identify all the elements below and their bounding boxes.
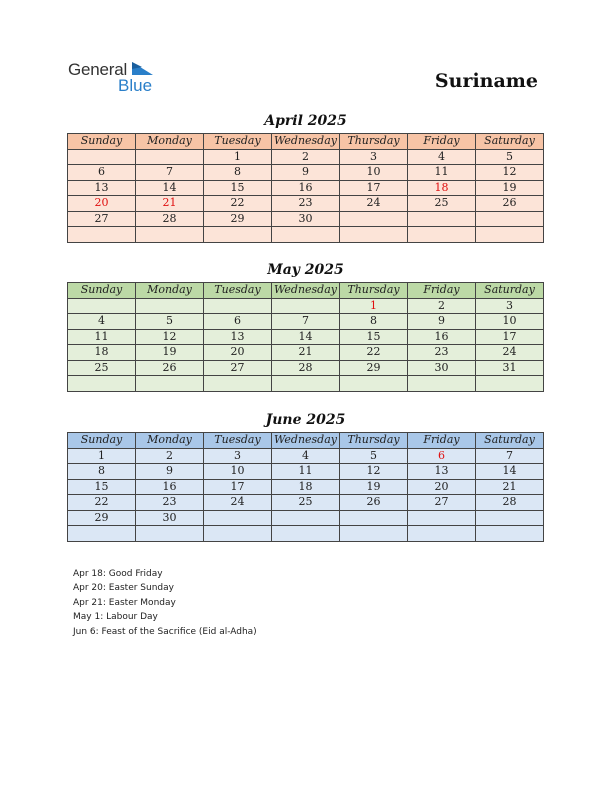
day-cell: 14 (136, 180, 204, 196)
day-cell: 10 (476, 314, 544, 330)
country-title: Suriname (434, 70, 538, 92)
day-cell: 15 (68, 479, 136, 495)
day-cell: 11 (68, 329, 136, 345)
week-row (68, 298, 544, 314)
weekday-saturday: Saturday (476, 433, 544, 449)
empty-cell (68, 298, 136, 314)
month-title-june: June 2025 (265, 412, 346, 428)
day-cell: 11 (408, 165, 476, 181)
day-cell: 12 (136, 329, 204, 345)
day-cell: 5 (476, 149, 544, 165)
day-cell: 12 (476, 165, 544, 181)
empty-cell (136, 526, 204, 542)
empty-cell (476, 211, 544, 227)
weekday-wednesday: Wednesday (272, 283, 340, 299)
weekday-monday: Monday (136, 134, 204, 150)
day-cell: 22 (204, 196, 272, 212)
day-cell: 1 (204, 149, 272, 165)
empty-cell (340, 526, 408, 542)
empty-cell (272, 298, 340, 314)
weekday-monday: Monday (136, 433, 204, 449)
day-cell: 19 (340, 479, 408, 495)
empty-cell (136, 149, 204, 165)
empty-cell (476, 526, 544, 542)
empty-cell (204, 526, 272, 542)
weekday-wednesday: Wednesday (272, 433, 340, 449)
logo-word-general: General (68, 60, 128, 79)
empty-cell (476, 510, 544, 526)
day-cell: 6 (68, 165, 136, 181)
day-cell: 4 (68, 314, 136, 330)
empty-cell (408, 227, 476, 243)
week-row (68, 479, 544, 495)
empty-cell (272, 526, 340, 542)
weekday-sunday: Sunday (68, 283, 136, 299)
day-cell: 14 (272, 329, 340, 345)
day-cell: 2 (408, 298, 476, 314)
week-row (68, 510, 544, 526)
empty-cell (68, 149, 136, 165)
week-row (68, 149, 544, 165)
day-cell: 5 (340, 448, 408, 464)
empty-cell (204, 298, 272, 314)
holiday-item: Apr 21: Easter Monday (73, 597, 176, 608)
empty-cell (204, 227, 272, 243)
day-cell: 31 (476, 360, 544, 376)
empty-cell (272, 376, 340, 392)
empty-cell (68, 526, 136, 542)
week-row (68, 464, 544, 480)
day-cell: 13 (68, 180, 136, 196)
day-cell: 16 (408, 329, 476, 345)
week-row (68, 180, 544, 196)
calendar-may (67, 282, 544, 392)
day-cell: 9 (408, 314, 476, 330)
holiday-item: May 1: Labour Day (73, 612, 158, 623)
holiday-list (73, 567, 257, 639)
weekday-sunday: Sunday (68, 134, 136, 150)
calendar-april (67, 133, 544, 243)
day-cell: 18 (408, 180, 476, 196)
day-cell: 5 (136, 314, 204, 330)
holiday-item: Jun 6: Feast of the Sacrifice (Eid al-Adha) (73, 626, 257, 637)
week-row (68, 495, 544, 511)
month-title-may: May 2025 (267, 262, 344, 278)
day-cell: 17 (204, 479, 272, 495)
weekday-header-row (68, 433, 544, 449)
day-cell: 25 (272, 495, 340, 511)
day-cell: 22 (68, 495, 136, 511)
empty-cell (136, 298, 204, 314)
day-cell: 27 (204, 360, 272, 376)
weekday-saturday: Saturday (476, 283, 544, 299)
day-cell: 13 (204, 329, 272, 345)
empty-cell (476, 227, 544, 243)
empty-cell (408, 526, 476, 542)
week-row (68, 329, 544, 345)
empty-cell (476, 376, 544, 392)
weekday-thursday: Thursday (340, 433, 408, 449)
logo-word-blue: Blue (118, 76, 153, 95)
day-cell: 30 (272, 211, 340, 227)
day-cell: 25 (408, 196, 476, 212)
day-cell: 17 (340, 180, 408, 196)
day-cell: 28 (272, 360, 340, 376)
day-cell: 15 (204, 180, 272, 196)
empty-cell (408, 376, 476, 392)
day-cell: 28 (476, 495, 544, 511)
day-cell: 26 (136, 360, 204, 376)
week-row (68, 345, 544, 361)
weekday-friday: Friday (408, 433, 476, 449)
weekday-wednesday: Wednesday (272, 134, 340, 150)
day-cell: 10 (204, 464, 272, 480)
empty-cell (204, 376, 272, 392)
empty-cell (340, 211, 408, 227)
day-cell: 3 (476, 298, 544, 314)
weekday-thursday: Thursday (340, 283, 408, 299)
day-cell: 18 (272, 479, 340, 495)
day-cell: 8 (204, 165, 272, 181)
empty-cell (408, 510, 476, 526)
empty-cell (136, 227, 204, 243)
generalblue-logo (68, 60, 168, 96)
day-cell: 8 (340, 314, 408, 330)
day-cell: 22 (340, 345, 408, 361)
day-cell: 2 (272, 149, 340, 165)
day-cell: 3 (204, 448, 272, 464)
day-cell: 23 (408, 345, 476, 361)
logo-triangle-icon (132, 62, 154, 76)
day-cell: 7 (476, 448, 544, 464)
weekday-friday: Friday (408, 134, 476, 150)
weekday-tuesday: Tuesday (204, 433, 272, 449)
holiday-item: Apr 20: Easter Sunday (73, 583, 174, 594)
day-cell: 15 (340, 329, 408, 345)
day-cell: 6 (408, 448, 476, 464)
day-cell: 4 (272, 448, 340, 464)
day-cell: 13 (408, 464, 476, 480)
day-cell: 30 (408, 360, 476, 376)
calendar-june (67, 432, 544, 542)
day-cell: 6 (204, 314, 272, 330)
day-cell: 10 (340, 165, 408, 181)
weekday-monday: Monday (136, 283, 204, 299)
day-cell: 28 (136, 211, 204, 227)
empty-cell (272, 227, 340, 243)
empty-cell (204, 510, 272, 526)
day-cell: 24 (476, 345, 544, 361)
day-cell: 24 (204, 495, 272, 511)
week-row (68, 227, 544, 243)
day-cell: 26 (340, 495, 408, 511)
day-cell: 1 (68, 448, 136, 464)
weekday-tuesday: Tuesday (204, 134, 272, 150)
week-row (68, 211, 544, 227)
day-cell: 20 (68, 196, 136, 212)
day-cell: 23 (272, 196, 340, 212)
weekday-tuesday: Tuesday (204, 283, 272, 299)
day-cell: 7 (272, 314, 340, 330)
empty-cell (340, 376, 408, 392)
day-cell: 19 (476, 180, 544, 196)
holiday-item: Apr 18: Good Friday (73, 569, 163, 579)
empty-cell (136, 376, 204, 392)
day-cell: 27 (408, 495, 476, 511)
day-cell: 1 (340, 298, 408, 314)
day-cell: 9 (272, 165, 340, 181)
day-cell: 23 (136, 495, 204, 511)
week-row (68, 314, 544, 330)
day-cell: 3 (340, 149, 408, 165)
day-cell: 11 (272, 464, 340, 480)
day-cell: 30 (136, 510, 204, 526)
weekday-saturday: Saturday (476, 134, 544, 150)
week-row (68, 526, 544, 542)
day-cell: 24 (340, 196, 408, 212)
day-cell: 14 (476, 464, 544, 480)
weekday-sunday: Sunday (68, 433, 136, 449)
weekday-header-row (68, 134, 544, 150)
month-title-april: April 2025 (264, 113, 347, 129)
empty-cell (340, 510, 408, 526)
day-cell: 17 (476, 329, 544, 345)
day-cell: 25 (68, 360, 136, 376)
day-cell: 4 (408, 149, 476, 165)
day-cell: 12 (340, 464, 408, 480)
empty-cell (272, 510, 340, 526)
day-cell: 29 (68, 510, 136, 526)
empty-cell (408, 211, 476, 227)
day-cell: 29 (204, 211, 272, 227)
day-cell: 27 (68, 211, 136, 227)
day-cell: 19 (136, 345, 204, 361)
day-cell: 29 (340, 360, 408, 376)
empty-cell (68, 376, 136, 392)
weekday-friday: Friday (408, 283, 476, 299)
day-cell: 21 (272, 345, 340, 361)
empty-cell (68, 227, 136, 243)
day-cell: 18 (68, 345, 136, 361)
day-cell: 16 (272, 180, 340, 196)
day-cell: 20 (204, 345, 272, 361)
weekday-header-row (68, 283, 544, 299)
day-cell: 9 (136, 464, 204, 480)
week-row (68, 360, 544, 376)
week-row (68, 448, 544, 464)
weekday-thursday: Thursday (340, 134, 408, 150)
day-cell: 16 (136, 479, 204, 495)
day-cell: 21 (476, 479, 544, 495)
week-row (68, 196, 544, 212)
empty-cell (340, 227, 408, 243)
day-cell: 2 (136, 448, 204, 464)
day-cell: 20 (408, 479, 476, 495)
week-row (68, 165, 544, 181)
day-cell: 21 (136, 196, 204, 212)
day-cell: 8 (68, 464, 136, 480)
day-cell: 7 (136, 165, 204, 181)
week-row (68, 376, 544, 392)
day-cell: 26 (476, 196, 544, 212)
